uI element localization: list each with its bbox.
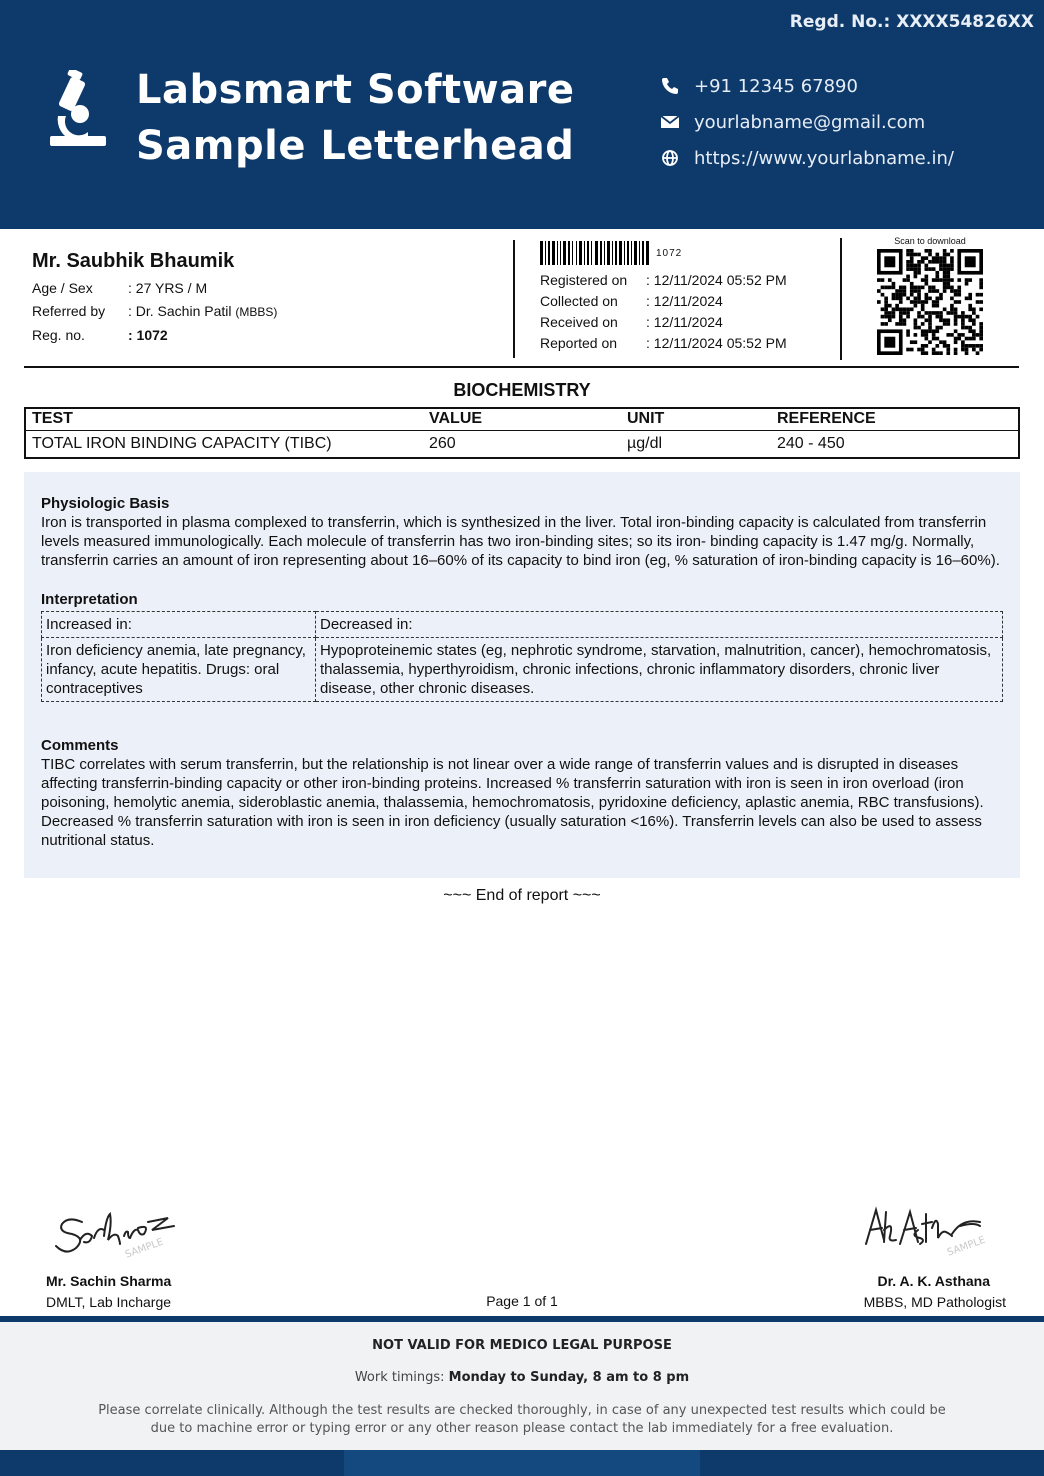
increased-head: Increased in: <box>42 612 316 638</box>
patient-details <box>32 250 502 347</box>
comments-title: Comments <box>41 737 119 754</box>
referred-qualification: (MBBS) <box>235 305 278 319</box>
referred-row <box>32 300 502 324</box>
divider-left <box>513 240 515 358</box>
patient-name: Mr. Saubhik Bhaumik <box>32 250 235 272</box>
stamp-right: SAMPLE <box>945 1234 987 1259</box>
registered-row <box>540 270 830 291</box>
footer <box>0 1322 1044 1450</box>
contact-email <box>660 104 954 140</box>
qr-code[interactable] <box>877 249 983 355</box>
col-reference: REFERENCE <box>771 408 1019 430</box>
lab-brand <box>136 62 574 174</box>
reg-row <box>32 324 502 347</box>
interpretation-body-row <box>42 638 1003 702</box>
timings-label: Work timings: <box>354 1370 445 1385</box>
reported-label: Reported on <box>540 335 618 351</box>
contact-block <box>660 68 954 176</box>
referred-value <box>128 300 277 324</box>
interpretation-header-row <box>42 612 1003 638</box>
registered-value: : 12/11/2024 05:52 PM <box>646 272 787 288</box>
comments-text: TIBC correlates with serum transferrin, but the relationship is not linear over a wide range of transferrin values and is disrupted in diseases affecting transferrin-binding capacity or other iron-binding proteins. Increased % transferrin saturation with iron is seen in iron overload (iron poisoning, hemolytic anemia, sideroblastic anemia, thalassemia, hemochromatosis, pyridoxine deficiency, aplastic anemia, RBC transfusions). Decreased % transferrin saturation with iron is seen in iron deficiency (usually saturation <16%). Transferrin levels can also be used to assess nutritional status. <box>41 756 984 849</box>
page-number: Page 1 of 1 <box>486 1293 558 1309</box>
signer-left-title: DMLT, Lab Incharge <box>46 1294 172 1310</box>
letterhead-header <box>0 0 1044 229</box>
reported-value: : 12/11/2024 05:52 PM <box>646 335 787 351</box>
interpretation-table <box>41 611 1003 702</box>
signature-right <box>860 1200 1005 1262</box>
contact-phone <box>660 68 954 104</box>
reg-label: Reg. no. <box>32 327 85 343</box>
signer-left-name: Mr. Sachin Sharma <box>46 1273 172 1289</box>
end-of-report: ~~~ End of report ~~~ <box>443 887 601 904</box>
collected-value: : 12/11/2024 <box>646 293 723 309</box>
received-label: Received on <box>540 314 618 330</box>
test-value: 260 <box>429 434 456 452</box>
section-title: BIOCHEMISTRY <box>453 380 591 400</box>
reported-row <box>540 333 830 354</box>
signer-right-title: MBBS, MD Pathologist <box>863 1294 1006 1310</box>
qr-block <box>876 236 984 360</box>
col-test: TEST <box>25 408 423 430</box>
mail-icon <box>660 112 680 132</box>
barcode-graphic <box>540 241 650 265</box>
test-name: TOTAL IRON BINDING CAPACITY (TIBC) <box>32 434 332 452</box>
footer-bottom-bar <box>0 1450 1044 1476</box>
sample-dates <box>540 240 830 354</box>
timings-value: Monday to Sunday, 8 am to 8 pm <box>448 1370 690 1385</box>
referred-doctor: : Dr. Sachin Patil <box>128 303 232 319</box>
phone-icon <box>660 76 680 96</box>
results-header-row <box>25 408 1019 430</box>
increased-text: Iron deficiency anemia, late pregnancy, infancy, acute hepatitis. Drugs: oral contraceptives <box>42 638 316 702</box>
col-value: VALUE <box>423 408 621 430</box>
email-address[interactable]: yourlabname@gmail.com <box>694 111 926 133</box>
basis-title: Physiologic Basis <box>41 495 170 512</box>
phone-number[interactable]: +91 12345 67890 <box>694 75 858 97</box>
decreased-head: Decreased in: <box>316 612 1003 638</box>
test-unit: µg/dl <box>627 434 663 452</box>
received-row <box>540 312 830 333</box>
signature-left <box>52 1200 182 1262</box>
microscope-icon <box>48 70 108 150</box>
barcode-number: 1072 <box>656 247 683 259</box>
interpretation-title: Interpretation <box>41 591 138 608</box>
results-table <box>24 407 1020 459</box>
test-reference: 240 - 450 <box>777 434 845 452</box>
disclaimer: Please correlate clinically. Although the test results are checked thoroughly, in case of any unexpected test results which could be due to machine error or typing error or any other reason please contact the lab immediately for a free evaluation. <box>98 1403 946 1436</box>
basis-text: Iron is transported in plasma complexed to transferrin, which is synthesized in the liver. Total iron-binding capacity is calculated from transferrin levels measured immunologically. Each molecule of transferrin has two iron-binding sites; so its iron- binding capacity is 1.47 mg/g. Normally, transferrin carries an amount of iron representing about 16–60% of its capacity to bind iron (eg, % saturation of iron-binding capacity is 16–60%). <box>41 514 1000 569</box>
reg-value: : 1072 <box>128 327 168 343</box>
divider-right <box>840 238 842 360</box>
referred-label: Referred by <box>32 303 106 319</box>
received-value: : 12/11/2024 <box>646 314 723 330</box>
registration-number: Regd. No.: XXXX54826XX <box>789 12 1034 32</box>
brand-line-1: Labsmart Software <box>136 67 575 113</box>
not-valid-notice: NOT VALID FOR MEDICO LEGAL PURPOSE <box>372 1338 672 1353</box>
age-sex-value: : 27 YRS / M <box>128 280 208 296</box>
globe-icon <box>660 148 680 168</box>
brand-line-2: Sample Letterhead <box>136 123 575 169</box>
col-unit: UNIT <box>621 408 771 430</box>
barcode <box>540 240 830 266</box>
collected-label: Collected on <box>540 293 618 309</box>
signer-right-name: Dr. A. K. Asthana <box>877 1273 990 1289</box>
stamp-left: SAMPLE <box>123 1236 165 1261</box>
table-row <box>25 430 1019 458</box>
decreased-text: Hypoproteinemic states (eg, nephrotic syndrome, starvation, malnutrition, cancer), hemochromatosis, thalassemia, hyperthyroidism, chronic infections, chronic inflammatory disorders, chronic liver disease, other chronic diseases. <box>316 638 1003 702</box>
age-sex-label: Age / Sex <box>32 280 93 296</box>
work-timings <box>0 1370 1044 1385</box>
contact-website <box>660 140 954 176</box>
age-sex-row <box>32 277 502 300</box>
collected-row <box>540 291 830 312</box>
notes-box <box>24 472 1020 878</box>
website-link[interactable]: https://www.yourlabname.in/ <box>694 147 954 169</box>
registered-label: Registered on <box>540 272 628 288</box>
footer-bottom-accent <box>344 1450 700 1476</box>
header-divider <box>24 366 1019 368</box>
qr-caption: Scan to download <box>894 236 966 246</box>
